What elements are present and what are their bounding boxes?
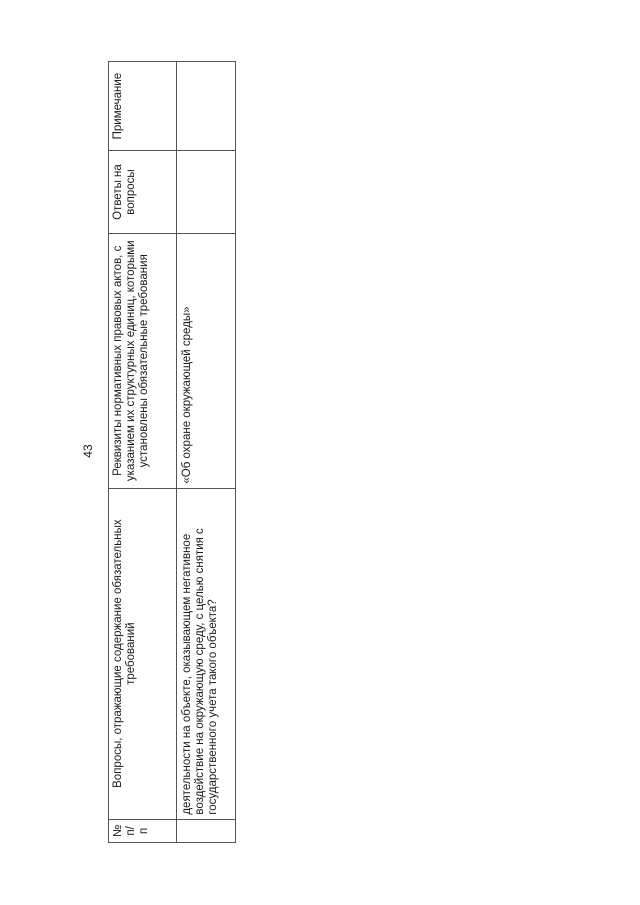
table-row [177,62,236,843]
header-question: Вопросы, отражающие содержание обязательных требований [109,488,177,819]
header-requisites: Реквизиты нормативных правовых актов, с указанием их структурных единиц, которыми установлены обязательные требования [109,233,177,488]
requirements-table-container [108,61,236,843]
cell-answers [177,151,236,234]
requirements-table [108,61,236,843]
table-header-row [109,62,177,843]
header-answers: Ответы на вопросы [109,151,177,234]
cell-num [177,819,236,842]
page-number: 43 [81,444,95,458]
cell-question: деятельности на объекте, оказывающем негативное воздействие на окружающую среду, с целью снятия с государственного учета такого объекта? [177,488,236,819]
header-note: Примечание [109,62,177,151]
header-num: № п/п [109,819,177,842]
cell-requisites: «Об охране окружающей среды» [177,233,236,488]
cell-note [177,62,236,151]
